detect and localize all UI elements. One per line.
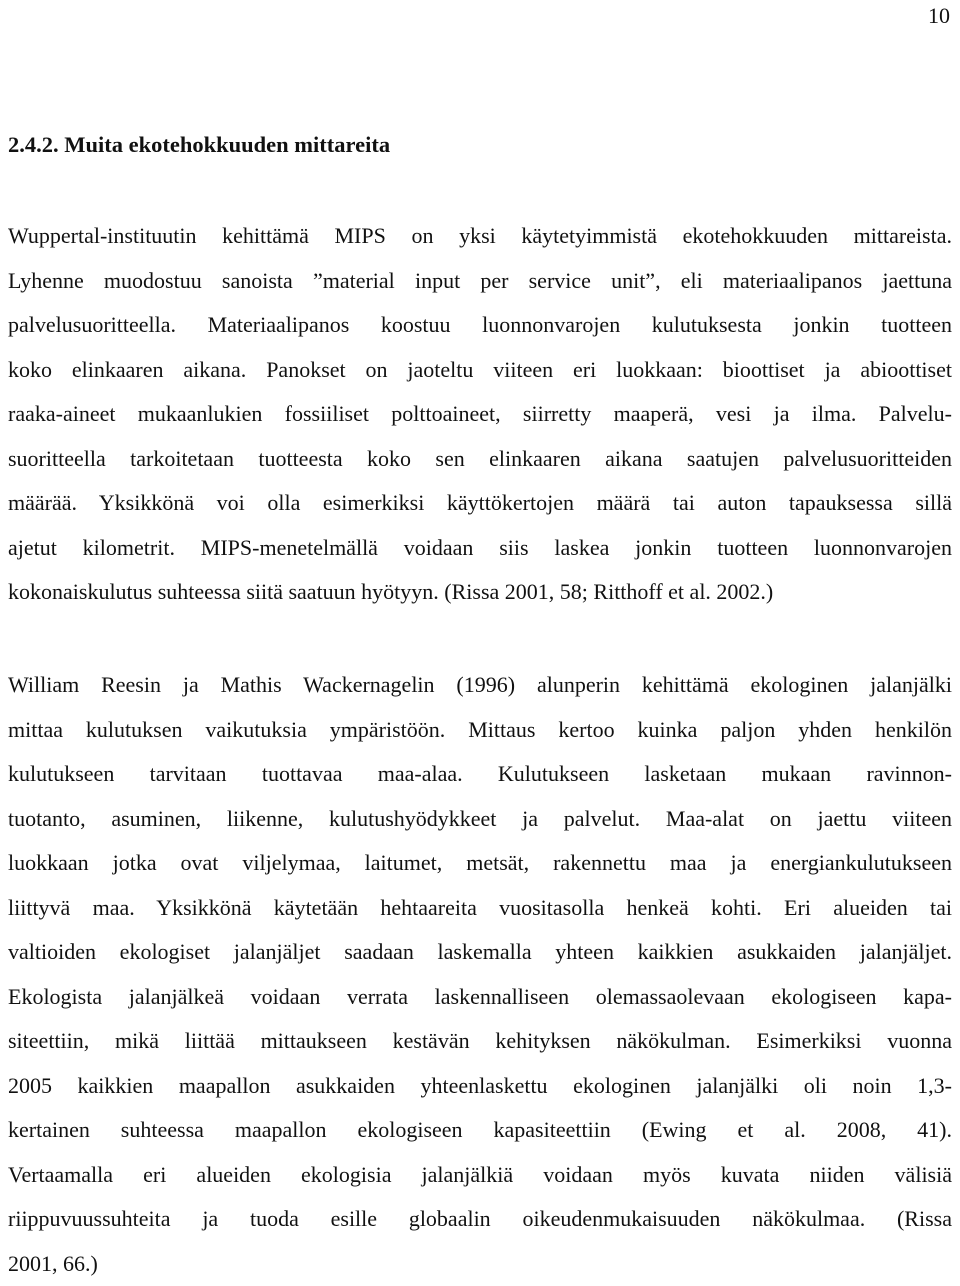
paragraph-line: William Reesin ja Mathis Wackernagelin (1996) alunperin kehittämä ekologinen jalanjälki [8, 663, 952, 708]
paragraph-line: riippuvuussuhteita ja tuoda esille globaalin oikeudenmukaisuuden näkökulmaa. (Rissa [8, 1197, 952, 1242]
paragraph-line: kulutukseen tarvitaan tuottavaa maa-alaa. Kulutukseen lasketaan mukaan ravinnon- [8, 752, 952, 797]
paragraph-line: raaka-aineet mukaanlukien fossiiliset polttoaineet, siirretty maaperä, vesi ja ilma. Palvelu- [8, 392, 952, 437]
section-number: 2.4.2. [8, 132, 59, 157]
paragraph-line: kokonaiskulutus suhteessa siitä saatuun hyötyyn. (Rissa 2001, 58; Ritthoff et al. 2002.) [8, 570, 952, 615]
paragraph-line: mittaa kulutuksen vaikutuksia ympäristöön. Mittaus kertoo kuinka paljon yhden henkilön [8, 708, 952, 753]
paragraph-line: tuotanto, asuminen, liikenne, kulutushyödykkeet ja palvelut. Maa-alat on jaettu viiteen [8, 797, 952, 842]
paragraph-line: Wuppertal-instituutin kehittämä MIPS on yksi käytetyimmistä ekotehokkuuden mittareista. [8, 214, 952, 259]
paragraph-line: liittyvä maa. Yksikkönä käytetään hehtaareita vuositasolla henkeä kohti. Eri alueiden tai [8, 886, 952, 931]
paragraph-line: ajetut kilometrit. MIPS-menetelmällä voidaan siis laskea jonkin tuotteen luonnonvarojen [8, 526, 952, 571]
paragraph-line: 2005 kaikkien maapallon asukkaiden yhteenlaskettu ekologinen jalanjälki oli noin 1,3- [8, 1064, 952, 1109]
paragraph-line: kertainen suhteessa maapallon ekologiseen kapasiteettiin (Ewing et al. 2008, 41). [8, 1108, 952, 1153]
paragraph-line: valtioiden ekologiset jalanjäljet saadaan laskemalla yhteen kaikkien asukkaiden jalanjäljet. [8, 930, 952, 975]
paragraph-line: määrää. Yksikkönä voi olla esimerkiksi käyttökertojen määrä tai auton tapauksessa sillä [8, 481, 952, 526]
paragraph-line: Ekologista jalanjälkeä voidaan verrata laskennalliseen olemassaolevaan ekologiseen kapa- [8, 975, 952, 1020]
page-number: 10 [928, 4, 950, 28]
paragraph-line: palvelusuoritteella. Materiaalipanos koostuu luonnonvarojen kulutuksesta jonkin tuotteen [8, 303, 952, 348]
paragraph-line: siteettiin, mikä liittää mittaukseen kestävän kehityksen näkökulman. Esimerkiksi vuonna [8, 1019, 952, 1064]
paragraph-line: suoritteella tarkoitetaan tuotteesta koko sen elinkaaren aikana saatujen palvelusuoritteiden [8, 437, 952, 482]
paragraph-line: luokkaan jotka ovat viljelymaa, laitumet, metsät, rakennettu maa ja energiankulutukseen [8, 841, 952, 886]
paragraph-line: Vertaamalla eri alueiden ekologisia jalanjälkiä voidaan myös kuvata niiden välisiä [8, 1153, 952, 1198]
paragraph-line: Lyhenne muodostuu sanoista ”material input per service unit”, eli materiaalipanos jaettuna [8, 259, 952, 304]
paragraph-line: koko elinkaaren aikana. Panokset on jaoteltu viiteen eri luokkaan: bioottiset ja abioottiset [8, 348, 952, 393]
paragraph-line: 2001, 66.) [8, 1242, 952, 1286]
section-heading [8, 132, 390, 158]
section-title: Muita ekotehokkuuden mittareita [64, 132, 390, 157]
paragraph-mips [8, 214, 952, 615]
paragraph-ecological-footprint [8, 663, 952, 1286]
